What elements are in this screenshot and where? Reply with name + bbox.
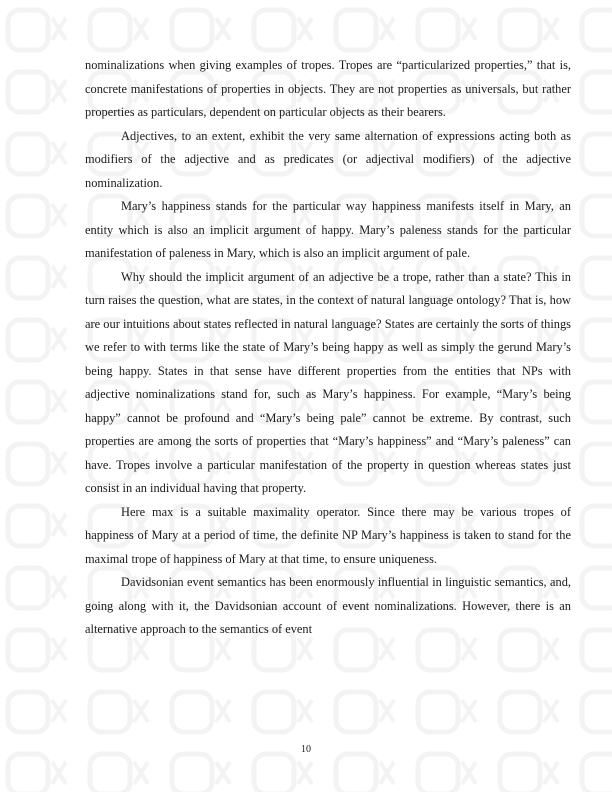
paragraph: Here max is a suitable maximality operator. Since there may be various tropes of happiness of Mary at a period of time, the definite NP Mary’s happiness is taken to stand for the maximal trope of happiness of Mary at that time, to ensure uniqueness. xyxy=(85,504,571,566)
document-body xyxy=(85,54,571,642)
paragraph: Mary’s happiness stands for the particular way happiness manifests itself in Mary, an entity which is also an implicit argument of happy. Mary’s paleness stands for the particular manifestation of paleness in Mary, which is also an implicit argument of pale. xyxy=(85,199,571,260)
paragraph: Why should the implicit argument of an adjective be a trope, rather than a state? This in turn raises the question, what are states, in the context of natural language ontology? That is, how are our intuitions about states reflected in natural language? States are certainly the sorts of things we refer to with terms like the state of Mary’s being happy as well as simply the gerund Mary’s being happy. States in that sense have different properties from the entities that NPs with adjective nominalizations stand for, such as Mary’s happiness. For example, “Mary’s being happy” cannot be profound and “Mary’s being pale” cannot be extreme. By contrast, such properties are among the sorts of properties that “Mary’s happiness” and “Mary’s paleness” can have. Tropes involve a particular manifestation of the property in question whereas states just consist in an individual having that property. xyxy=(85,269,571,495)
page-number: 10 xyxy=(301,744,311,755)
paragraph: nominalizations when giving examples of tropes. Tropes are “particularized properties,” that is, concrete manifestations of properties in objects. They are not properties as universals, but rather properties as particulars, dependent on particular objects as their bearers. xyxy=(85,58,571,119)
paragraph: Davidsonian event semantics has been enormously influential in linguistic semantics, and, going along with it, the Davidsonian account of event nominalizations. However, there is an alternative approach to the semantics of event xyxy=(85,575,571,636)
paragraph: Adjectives, to an extent, exhibit the very same alternation of expressions acting both as modifiers of the adjective and as predicates (or adjectival modifiers) of the adjective nominalization. xyxy=(85,128,571,190)
